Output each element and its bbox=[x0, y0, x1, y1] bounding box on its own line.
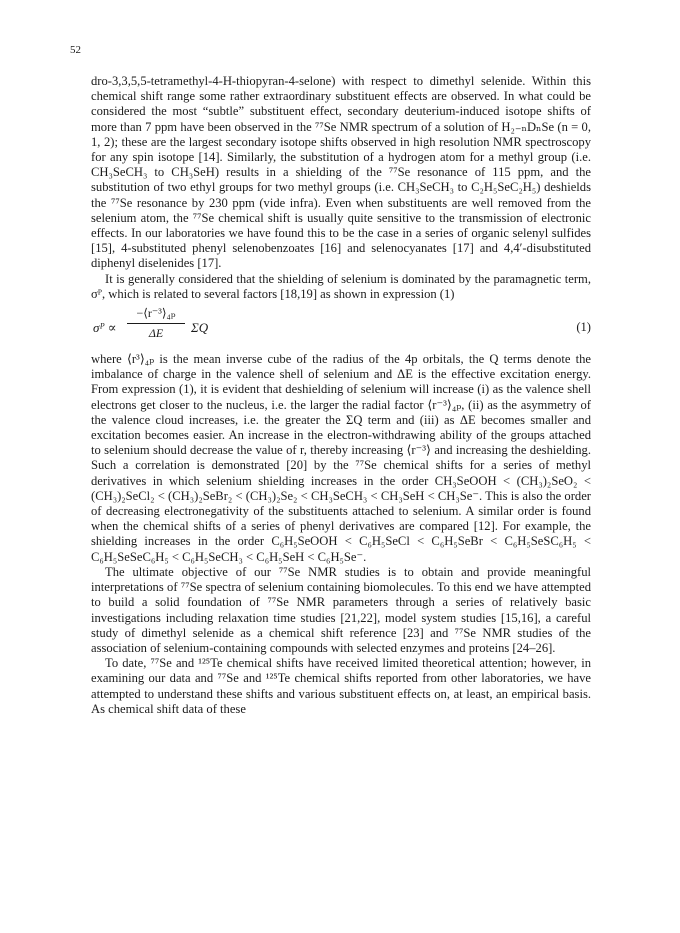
paragraph-5: To date, ⁷⁷Se and ¹²⁵Te chemical shifts have received limited theoretical attention; however, in examining our data and ⁷⁷Se and ¹²⁵Te chemical shifts reported from other laboratories, we have attempted to understand these shifts and various substituent effects on, at least, an empirical basis. As chemical shift data of these bbox=[91, 656, 591, 716]
equation-1 bbox=[91, 306, 591, 348]
paragraph-4: The ultimate objective of our ⁷⁷Se NMR studies is to obtain and provide meaningful interpretations of ⁷⁷Se spectra of selenium containing biomolecules. To this end we have attempted to build a solid foundation of ⁷⁷Se NMR parameters through a series of relatively basic investigations including relaxation time studies [21,22], model system studies [15,16], a careful study of dimethyl selenide as a chemical shift reference [23] and ⁷⁷Se NMR studies of the association of selenium-containing compounds with selected enzymes and proteins [24–26]. bbox=[91, 564, 591, 655]
equation-denominator: ΔE bbox=[148, 326, 164, 341]
equation-fraction bbox=[127, 306, 185, 341]
equation-lhs: σᴾ ∝ bbox=[93, 320, 117, 336]
equation-number: (1) bbox=[576, 320, 591, 335]
body-text bbox=[91, 74, 591, 717]
paragraph-1: dro-3,3,5,5-tetramethyl-4-H-thiopyran-4-selone) with respect to dimethyl selenide. Within this chemical shift range some rather extraordinary substituent effects are observed. In what could be considered the most “subtle” substituent effect, secondary deuterium-induced isotope shifts of more than 7 ppm have been observed in the ⁷⁷Se NMR spectrum of a solution of H₂₋ₙDₙSe (n = 0, 1, 2); these are the largest secondary isotope shifts observed in high resolution NMR spectroscopy for any spin isotope [14]. Similarly, the substitution of a hydrogen atom for a methyl group (i.e. CH₃SeCH₃ to CH₃SeH) results in a shielding of the ⁷⁷Se resonance of 115 ppm, and the substitution of two ethyl groups for two methyl groups (i.e. CH₃SeCH₃ to C₂H₅SeC₂H₅) deshields the ⁷⁷Se resonance by 230 ppm (vide infra). Even when substituents are well removed from the selenium atom, the ⁷⁷Se chemical shift is usually quite sensitive to the transmission of electronic effects. In our laboratories we have found this to be the case in a series of organic selenyl sulfides [15], 4-substituted phenyl selenobenzoates [16] and selenocyanates [17] and 4,4′-disubstituted diphenyl diselenides [17]. bbox=[91, 74, 591, 271]
equation-numerator: −⟨r⁻³⟩₄ₚ bbox=[127, 306, 185, 324]
paragraph-3: where ⟨r³⟩₄ₚ is the mean inverse cube of the radius of the 4p orbitals, the Q terms denote the imbalance of charge in the valence shell of selenium and ΔE is the effective excitation energy. From expression (1), it is evident that deshielding of selenium will increase (i) as the valence shell electrons get closer to the nucleus, i.e. the larger the radial factor ⟨r⁻³⟩₄ₚ, (ii) as the asymmetry of the valence cloud increases, i.e. the greater the ΣQ term and (iii) as ΔE becomes smaller and excitation becomes easier. An increase in the electron-withdrawing ability of the groups attached to selenium should decrease the value of r, thereby increasing ⟨r⁻³⟩ and increasing the deshielding. Such a correlation is demonstrated [20] by the ⁷⁷Se chemical shifts for a series of methyl derivatives in which selenium shielding increases in the order CH₃SeOOH < (CH₃)₂SeO₂ < (CH₃)₂SeCl₂ < (CH₃)₂SeBr₂ < (CH₃)₂Se₂ < CH₃SeCH₃ < CH₃SeH < CH₃Se⁻. This is also the order of decreasing electronegativity of the substituents attached to selenium. A similar order is found when the chemical shifts of a series of phenyl derivatives are compared [12]. For example, the shielding increases in the order C₆H₅SeOOH < C₆H₅SeCl < C₆H₅SeBr < C₆H₅SeSC₆H₅ < C₆H₅SeSeC₆H₅ < C₆H₅SeCH₃ < C₆H₅SeH < C₆H₅Se⁻. bbox=[91, 352, 591, 564]
paragraph-2: It is generally considered that the shielding of selenium is dominated by the paramagnetic term, σᴾ, which is related to several factors [18,19] as shown in expression (1) bbox=[91, 271, 591, 301]
page-number: 52 bbox=[70, 44, 81, 56]
equation-rhs: ΣQ bbox=[191, 320, 209, 336]
